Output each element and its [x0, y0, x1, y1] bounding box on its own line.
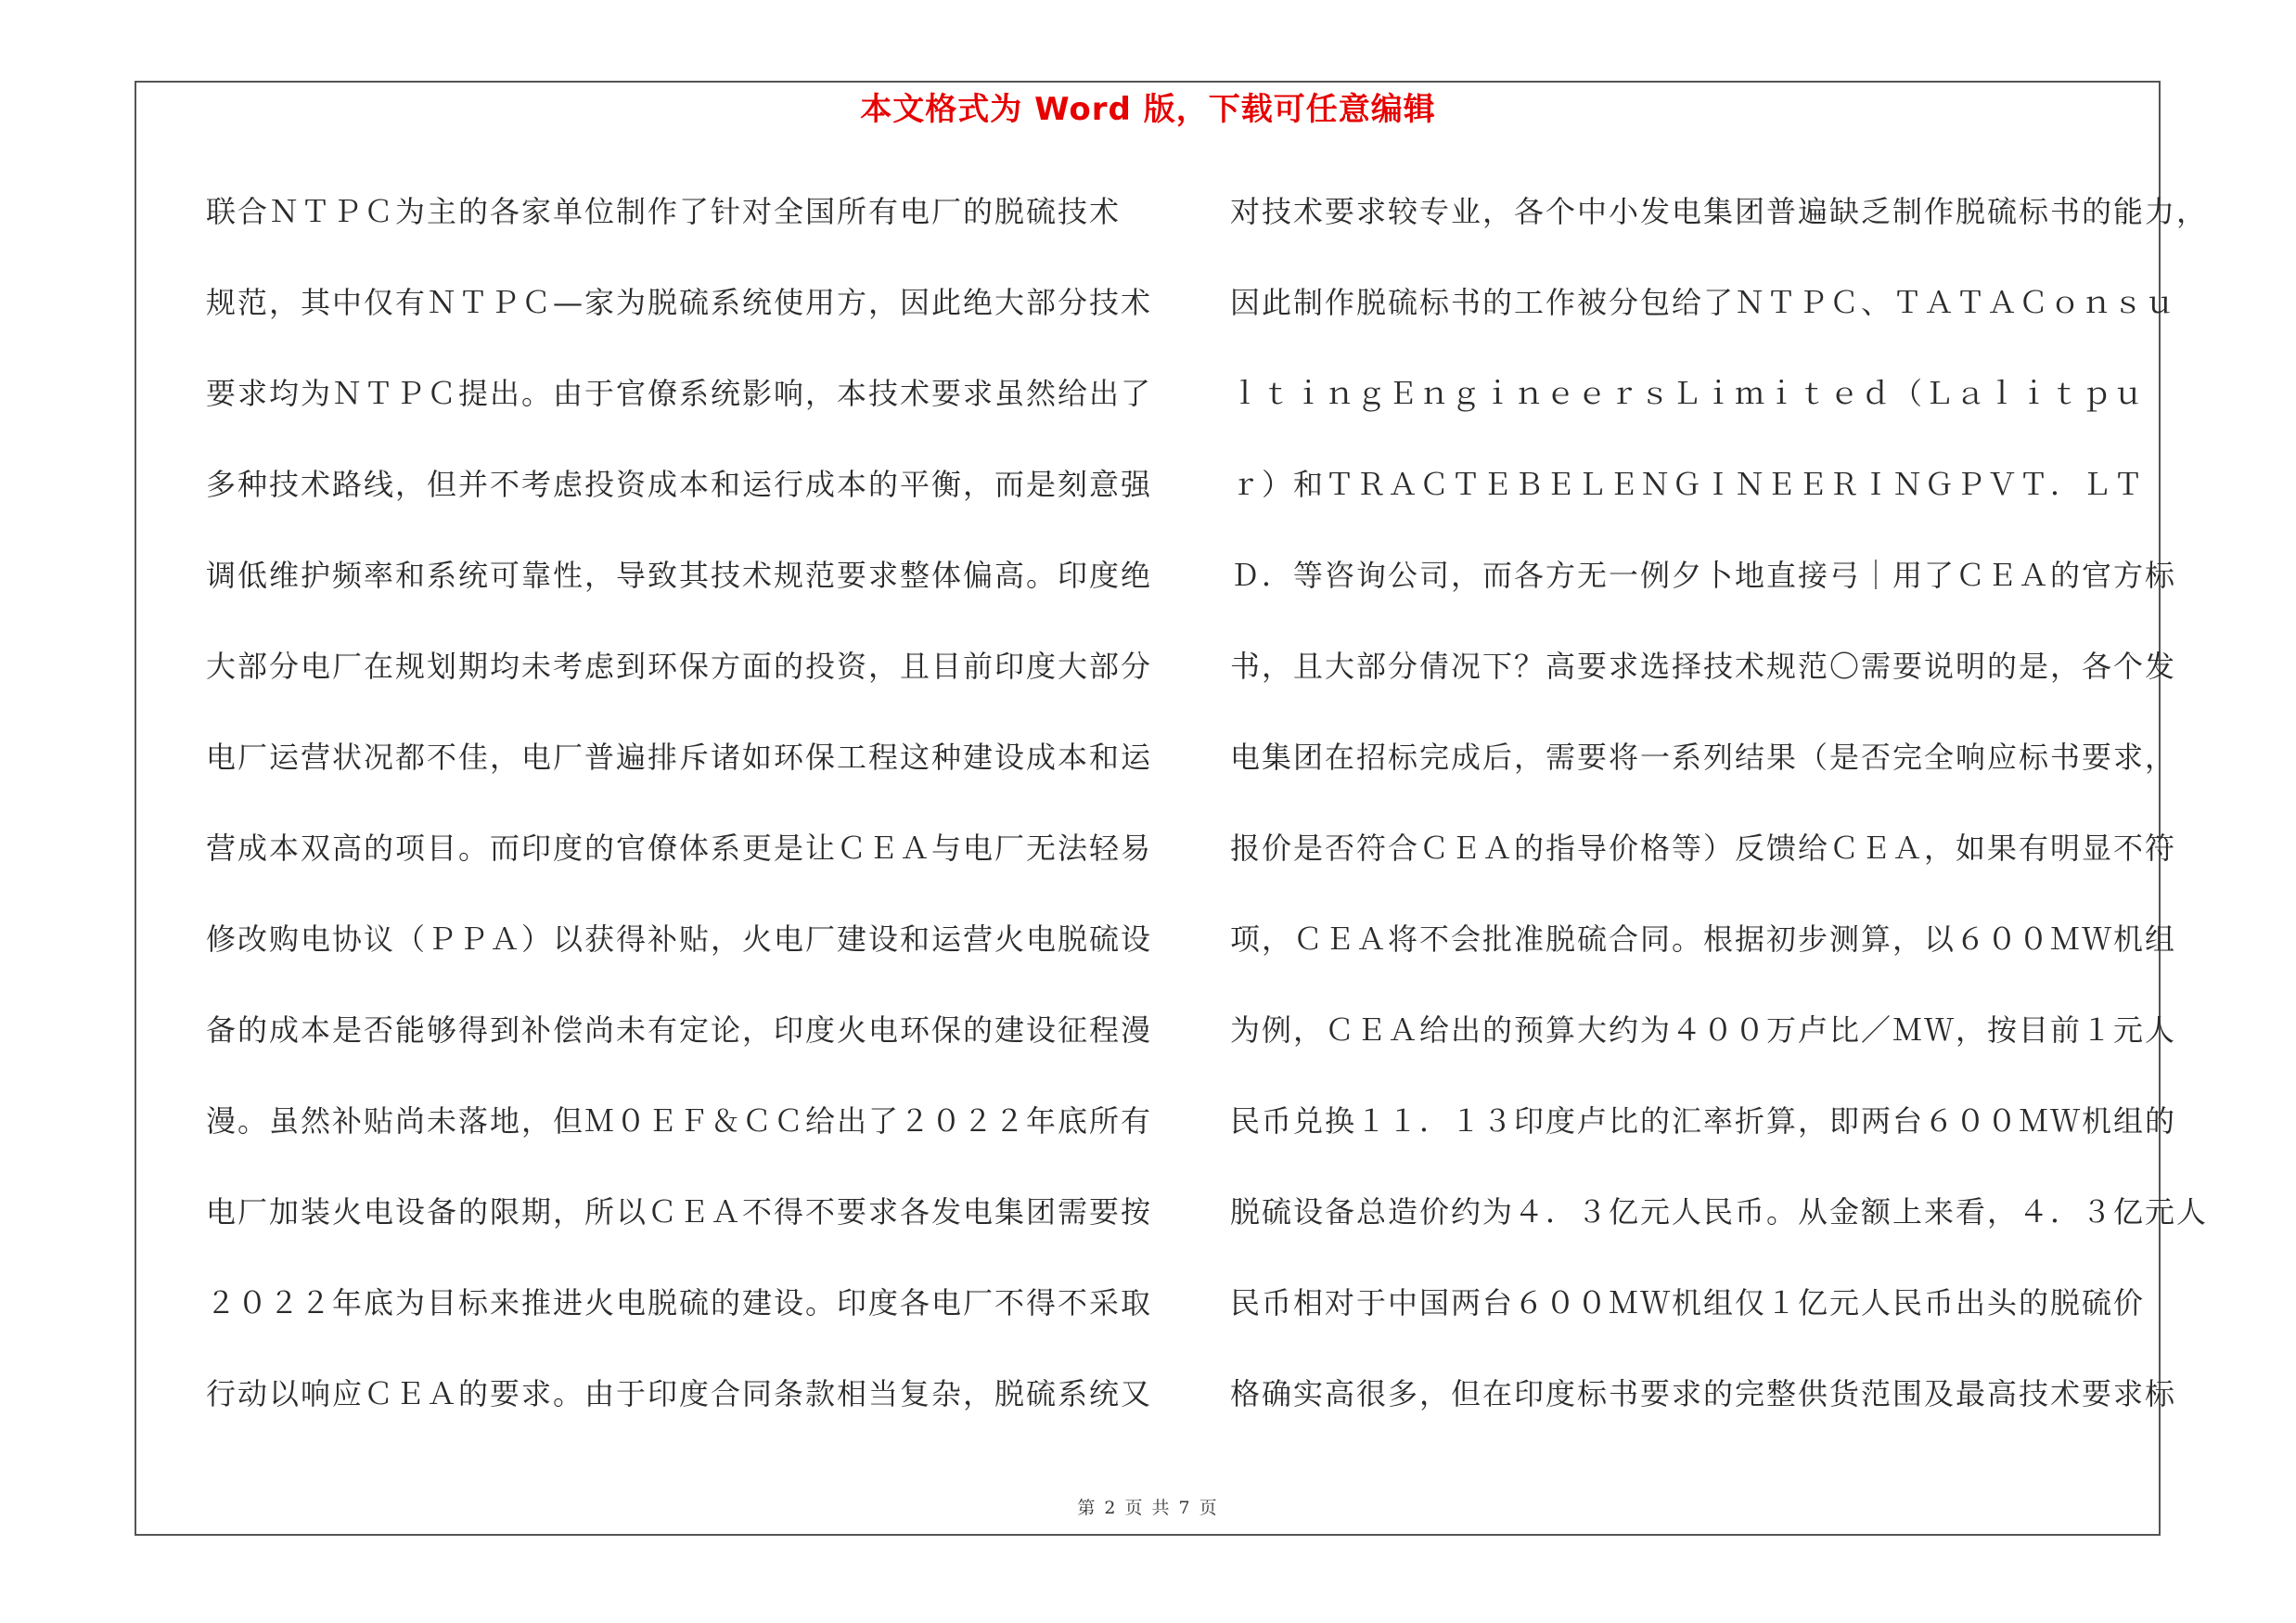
text-line: 多种技术路线，但并不考虑投资成本和运行成本的平衡，而是刻意强	[206, 467, 1153, 502]
text-line: 脱硫设备总造价约为４．３亿元人民币。从金额上来看，４．３亿元人	[1230, 1194, 2209, 1230]
text-line: 书，且大部分倩况下？高要求选择技术规范〇需要说明的是，各个发	[1230, 649, 2177, 684]
text-line: 电厂运营状况都不佳，电厂普遍排斥诸如环保工程这种建设成本和运	[206, 740, 1153, 775]
text-line: 报价是否符合ＣＥＡ的指导价格等）反馈给ＣＥＡ，如果有明显不符	[1230, 831, 2177, 866]
text-line: 行动以响应ＣＥＡ的要求。由于印度合同条款相当复杂，脱硫系统又	[206, 1376, 1153, 1411]
text-line: 电厂加装火电设备的限期，所以ＣＥＡ不得不要求各发电集团需要按	[206, 1194, 1153, 1230]
text-line: Ｄ．等咨询公司，而各方无一例夕卜地直接弓｜用了ＣＥＡ的官方标	[1230, 558, 2177, 593]
text-line: 漫。虽然补贴尚未落地，但Ｍ０ＥＦ＆ＣＣ给出了２０２２年底所有	[206, 1103, 1153, 1139]
word-format-banner: 本文格式为 Word 版，下载可任意编辑	[860, 91, 1436, 128]
page-number-footer: 第 2 页 共 7 页	[1077, 1498, 1219, 1518]
text-line: 备的成本是否能够得到补偿尚未有定论，印度火电环保的建设征程漫	[206, 1012, 1153, 1048]
text-line: ｌｔｉｎｇＥｎｇｉｎｅｅｒｓＬｉｍｉｔｅｄ（Ｌａｌｉｔｐｕ	[1230, 376, 2146, 411]
text-line: 规范，其中仅有ＮＴＰＣ—家为脱硫系统使用方，因此绝大部分技术	[206, 285, 1153, 320]
text-line: 修改购电协议（ＰＰＡ）以获得补贴，火电厂建设和运营火电脱硫设	[206, 921, 1153, 957]
text-line: 民币相对于中国两台６００ＭＷ机组仅１亿元人民币出头的脱硫价	[1230, 1285, 2146, 1320]
text-line: 电集团在招标完成后，需要将一系列结果（是否完全响应标书要求，	[1230, 740, 2177, 775]
text-line: 民币兑换１１．１３印度卢比的汇率折算，即两台６００ＭＷ机组的	[1230, 1103, 2177, 1139]
text-line: 营成本双高的项目。而印度的官僚体系更是让ＣＥＡ与电厂无法轻易	[206, 831, 1153, 866]
text-line: 大部分电厂在规划期均未考虑到环保方面的投资，且目前印度大部分	[206, 649, 1153, 684]
text-line: ２０２２年底为目标来推进火电脱硫的建设。印度各电厂不得不采取	[206, 1285, 1153, 1320]
left-text-column	[206, 184, 1153, 1457]
text-line: 格确实高很多，但在印度标书要求的完整供货范围及最高技术要求标	[1230, 1376, 2177, 1411]
text-line: 因此制作脱硫标书的工作被分包给了ＮＴＰＣ、ＴＡＴＡＣｏｎｓｕ	[1230, 285, 2177, 320]
right-text-column	[1230, 184, 2209, 1457]
text-line: 为例，ＣＥＡ给出的预算大约为４００万卢比／ＭＷ，按目前１元人	[1230, 1012, 2177, 1048]
text-line: 联合ＮＴＰＣ为主的各家单位制作了针对全国所有电厂的脱硫技术	[206, 194, 1122, 229]
text-line: 对技术要求较专业，各个中小发电集团普遍缺乏制作脱硫标书的能力，	[1230, 194, 2209, 229]
text-line: 调低维护频率和系统可靠性，导致其技术规范要求整体偏高。印度绝	[206, 558, 1153, 593]
text-line: 项，ＣＥＡ将不会批准脱硫合同。根据初步测算，以６００ＭＷ机组	[1230, 921, 2177, 957]
text-line: 要求均为ＮＴＰＣ提出。由于官僚系统影响，本技术要求虽然给出了	[206, 376, 1153, 411]
text-line: ｒ）和ＴＲＡＣＴＥＢＥＬＥＮＧＩＮＥＥＲＩＮＧＰＶＴ．ＬＴ	[1230, 467, 2146, 502]
